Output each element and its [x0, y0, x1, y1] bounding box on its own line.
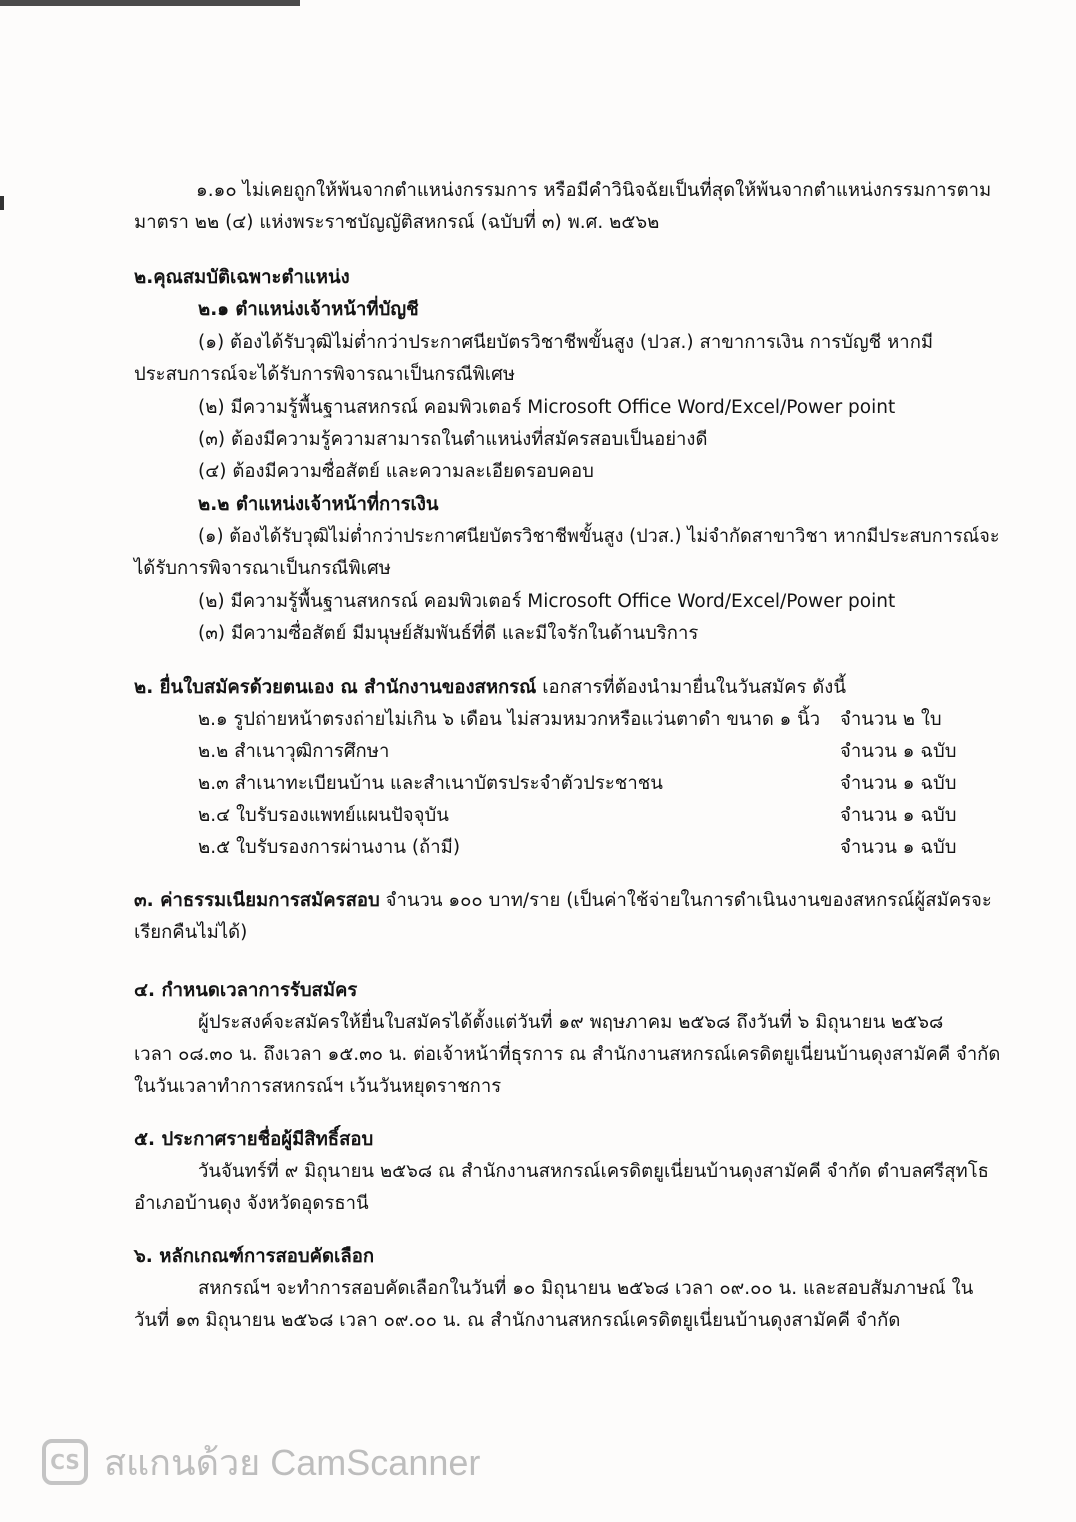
section-4-line-3: ในวันเวลาทำการสหกรณ์ฯ เว้นวันหยุดราชการ [134, 1076, 502, 1097]
section-2-2-heading: ๒.๒ ตำแหน่งเจ้าหน้าที่การเงิน [198, 494, 439, 515]
section-5-line-2: อำเภอบ้านดุง จังหวัดอุดรธานี [134, 1193, 369, 1214]
scan-top-edge [0, 0, 300, 6]
section-6-heading: ๖. หลักเกณฑ์การสอบคัดเลือก [134, 1246, 375, 1267]
section-6-line-2: วันที่ ๑๓ มิถุนายน ๒๕๖๘ เวลา ๐๙.๐๐ น. ณ สำนักงานสหกรณ์เครดิตยูเนี่ยนบ้านดุงสามัคคี จำกัด [134, 1310, 901, 1331]
fee-line-1 [134, 888, 992, 914]
section-2-2-item-2: (๒) มีความรู้พื้นฐานสหกรณ์ คอมพิวเตอร์ Microsoft Office Word/Excel/Power point [198, 591, 896, 612]
section-4-line-2: เวลา ๐๘.๓๐ น. ถึงเวลา ๑๕.๓๐ น. ต่อเจ้าหน้าที่ธุรการ ณ สำนักงานสหกรณ์เครดิตยูเนี่ยนบ้านดุงสามัคคี จำกัด [134, 1044, 1001, 1065]
section-6-line-1: สหกรณ์ฯ จะทำการสอบคัดเลือกในวันที่ ๑๐ มิถุนายน ๒๕๖๘ เวลา ๐๙.๐๐ น. และสอบสัมภาษณ์ ใน [198, 1278, 974, 1299]
camscanner-text: สแกนด้วย CamScanner [104, 1441, 481, 1483]
document-item-label: ๒.๒ สำเนาวุฒิการศึกษา [198, 741, 390, 762]
document-item-label: ๒.๕ ใบรับรองการผ่านงาน (ถ้ามี) [198, 837, 461, 858]
section-2-heading: ๒.คุณสมบัติเฉพาะตำแหน่ง [134, 267, 350, 288]
section-2-1-item-3: (๓) ต้องมีความรู้ความสามารถในตำแหน่งที่สมัครสอบเป็นอย่างดี [198, 429, 708, 450]
document-item-qty: จำนวน ๑ ฉบับ [840, 805, 957, 826]
section-2-1-heading: ๒.๑ ตำแหน่งเจ้าหน้าที่บัญชี [198, 299, 419, 320]
fee-heading-rest: จำนวน ๑๐๐ บาท/ราย (เป็นค่าใช้จ่ายในการดำเนินงานของสหกรณ์ผู้สมัครจะ [379, 890, 992, 911]
document-item-qty: จำนวน ๑ ฉบับ [840, 741, 957, 762]
apply-heading-rest: เอกสารที่ต้องนำมายื่นในวันสมัคร ดังนี้ [536, 677, 846, 698]
fee-line-2: เรียกคืนไม่ได้) [134, 922, 248, 943]
document-item-label: ๒.๓ สำเนาทะเบียนบ้าน และสำเนาบัตรประจำตัวประชาชน [198, 773, 663, 794]
section-2-2-item-3: (๓) มีความซื่อสัตย์ มีมนุษย์สัมพันธ์ที่ดี และมีใจรักในด้านบริการ [198, 623, 699, 644]
section-2-2-item-1-line-2: ได้รับการพิจารณาเป็นกรณีพิเศษ [134, 558, 391, 579]
section-4-heading: ๔. กำหนดเวลาการรับสมัคร [134, 980, 358, 1001]
section-5-line-1: วันจันทร์ที่ ๙ มิถุนายน ๒๕๖๘ ณ สำนักงานสหกรณ์เครดิตยูเนี่ยนบ้านดุงสามัคคี จำกัด ตำบลศรีสุทโธ [198, 1161, 989, 1182]
document-item-label: ๒.๑ รูปถ่ายหน้าตรงถ่ายไม่เกิน ๖ เดือน ไม่สวมหมวกหรือแว่นตาดำ ขนาด ๑ นิ้ว [198, 709, 821, 730]
section-2-2-item-1-line-1: (๑) ต้องได้รับวุฒิไม่ต่ำกว่าประกาศนียบัตรวิชาชีพขั้นสูง (ปวส.) ไม่จำกัดสาขาวิชา หากมีประสบการณ์จะ [198, 526, 1000, 547]
paragraph-1-10-line-2: มาตรา ๒๒ (๔) แห่งพระราชบัญญัติสหกรณ์ (ฉบับที่ ๓) พ.ศ. ๒๕๖๒ [134, 212, 660, 233]
camscanner-logo-icon: CS [42, 1439, 88, 1485]
section-2-1-item-4: (๔) ต้องมีความซื่อสัตย์ และความละเอียดรอบคอบ [198, 461, 594, 482]
paragraph-1-10-line-1: ๑.๑๐ ไม่เคยถูกให้พ้นจากตำแหน่งกรรมการ หรือมีคำวินิจฉัยเป็นที่สุดให้พ้นจากตำแหน่งกรรมการตาม [196, 180, 992, 201]
section-2-1-item-1-line-2: ประสบการณ์จะได้รับการพิจารณาเป็นกรณีพิเศษ [134, 364, 516, 385]
document-item-qty: จำนวน ๒ ใบ [840, 709, 942, 730]
section-2-1-item-2: (๒) มีความรู้พื้นฐานสหกรณ์ คอมพิวเตอร์ Microsoft Office Word/Excel/Power point [198, 397, 896, 418]
document-item-qty: จำนวน ๑ ฉบับ [840, 837, 957, 858]
document-item-qty: จำนวน ๑ ฉบับ [840, 773, 957, 794]
section-2-1-item-1-line-1: (๑) ต้องได้รับวุฒิไม่ต่ำกว่าประกาศนียบัตรวิชาชีพขั้นสูง (ปวส.) สาขาการเงิน การบัญชี หากมี [198, 332, 934, 353]
scan-edge-mark [0, 196, 4, 210]
camscanner-watermark [42, 1437, 480, 1487]
section-4-line-1: ผู้ประสงค์จะสมัครให้ยื่นใบสมัครได้ตั้งแต่วันที่ ๑๙ พฤษภาคม ๒๕๖๘ ถึงวันที่ ๖ มิถุนายน ๒๕๖๘ [198, 1012, 944, 1033]
fee-heading-bold: ๓. ค่าธรรมเนียมการสมัครสอบ [134, 890, 380, 911]
apply-heading-bold: ๒. ยื่นใบสมัครด้วยตนเอง ณ สำนักงานของสหกรณ์ [134, 677, 537, 698]
apply-heading [134, 675, 846, 701]
section-5-heading: ๕. ประกาศรายชื่อผู้มีสิทธิ์สอบ [134, 1129, 374, 1150]
document-item-label: ๒.๔ ใบรับรองแพทย์แผนปัจจุบัน [198, 805, 449, 826]
